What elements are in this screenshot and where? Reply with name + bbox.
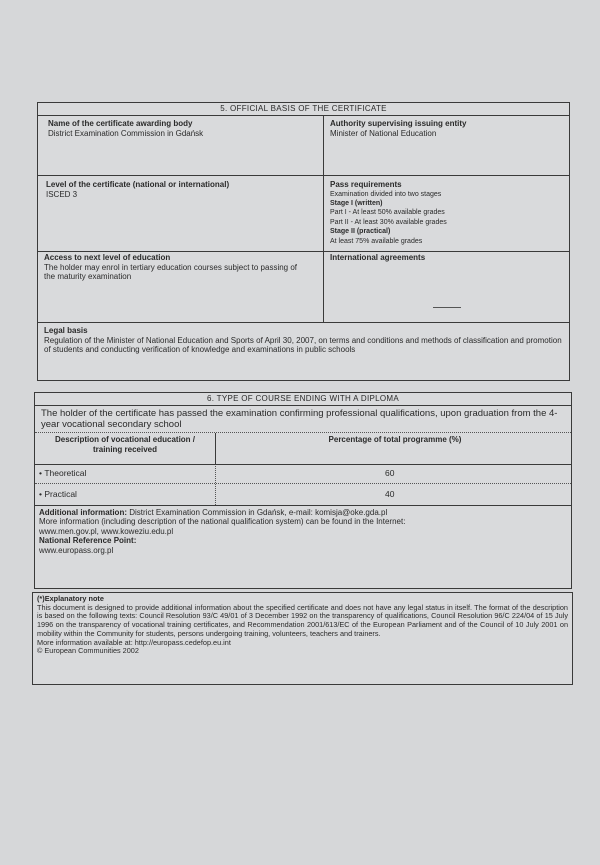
course-lead: The holder of the certificate has passed the examination confirming professional qualifications, upon graduation from the 4-year vocational secondary school	[35, 406, 571, 433]
access-value: The holder may enrol in tertiary education courses subject to passing of the maturity examination	[44, 262, 298, 281]
official-basis-grid	[38, 115, 569, 380]
empty-dash	[433, 307, 461, 308]
section-6-title: 6. TYPE OF COURSE ENDING WITH A DIPLOMA	[35, 393, 571, 406]
pass-requirements-cell	[324, 178, 568, 248]
authority-cell	[324, 117, 568, 140]
additional-info	[39, 508, 559, 555]
nrp-value: www.europass.org.pl	[39, 545, 114, 555]
access-label: Access to next level of education	[44, 253, 171, 262]
note-label: Explanatory note	[44, 594, 104, 603]
pass-line: Stage I (written)	[330, 199, 383, 207]
awarding-body-cell	[42, 117, 322, 140]
pass-label: Pass requirements	[330, 180, 402, 189]
col-percentage-header: Percentage of total programme (%)	[328, 435, 462, 444]
authority-label: Authority supervising issuing entity	[330, 119, 467, 128]
note-more: More information available at: http://europass.cedefop.eu.int	[37, 637, 231, 647]
awarding-body-value: District Examination Commission in Gdańsk	[48, 128, 204, 138]
row-value: 60	[385, 468, 395, 478]
table-row: • Practical 40	[39, 489, 395, 499]
table-row: • Theoretical 60	[35, 465, 571, 484]
programme-table	[35, 433, 571, 506]
legal-value: Regulation of the Minister of National Education and Sports of April 30, 2007, on terms and conditions and methods of classification and promotion of students and conducting verification of knowledge and examinations in public schools	[44, 335, 562, 354]
section-5-title: 5. OFFICIAL BASIS OF THE CERTIFICATE	[38, 103, 569, 116]
course-type-section	[34, 392, 572, 589]
row-value: 40	[385, 489, 395, 499]
note-copyright: © European Communities 2002	[37, 646, 139, 656]
pass-line: At least 75% available grades	[330, 237, 423, 245]
level-value: ISCED 3	[46, 189, 78, 199]
nrp-label: National Reference Point:	[39, 536, 137, 546]
additional-value: District Examination Commission in Gdańsk, e-mail: komisja@oke.gda.pl	[129, 508, 388, 517]
international-label: International agreements	[330, 253, 426, 262]
pass-line: Part II - At least 30% available grades	[330, 218, 447, 226]
more-info-text: More information (including description of the national qualification system) can be found in the Internet:	[39, 517, 406, 527]
legal-basis-cell	[38, 324, 568, 357]
col-description-header: Description of vocational education / training received	[54, 435, 196, 454]
level-label: Level of the certificate (national or international)	[46, 180, 230, 189]
access-cell	[38, 251, 308, 284]
note-body: This document is designed to provide additional information about the specified certificate and does not have any legal status in itself. The format of the description is based on the following texts: Council Resolution 93/C 49/01 of 3 December 1992 on the transparency of qualifications, Council Resolution 96/C 224/04 of 15 July 1996 on the transparency of vocational training certificates, and Recommendation 2001/613/EC of the European Parliament and of the Council of 10 July 2001 on mobility within the Community for students, persons undergoing training, volunteers, teachers and trainers.	[37, 602, 568, 638]
official-basis-section	[37, 102, 570, 381]
row-label: Practical	[44, 489, 77, 499]
websites: www.men.gov.pl, www.koweziu.edu.pl	[39, 526, 174, 536]
level-cell	[40, 178, 320, 201]
additional-label: Additional information:	[39, 508, 127, 517]
awarding-body-label: Name of the certificate awarding body	[48, 119, 193, 128]
pass-line: Examination divided into two stages	[330, 190, 442, 198]
authority-value: Minister of National Education	[330, 128, 437, 138]
international-cell	[324, 251, 568, 265]
pass-line: Part I - At least 50% available grades	[330, 209, 445, 217]
legal-label: Legal basis	[44, 326, 88, 335]
row-label: Theoretical	[44, 468, 87, 478]
explanatory-note: (*)Explanatory note This document is designed to provide additional information about the specified certificate and does not have any legal status in itself. The format of the description is based on the following texts: Council Resolution 93/C 49/01 of 3 December 1992 on the transparency of qualifications, Council Resolution 96/C 224/04 of 15 July 1996 on the transparency of vocational training certificates, and Recommendation 2001/613/EC of the European Parliament and of the Council of 10 July 2001 on mobility within the Community for students, persons undergoing training, volunteers, teachers and trainers. More information available at: http://europass.cedefop.eu.int © European Communities 2002	[32, 592, 573, 685]
pass-line: Stage II (practical)	[330, 228, 391, 236]
